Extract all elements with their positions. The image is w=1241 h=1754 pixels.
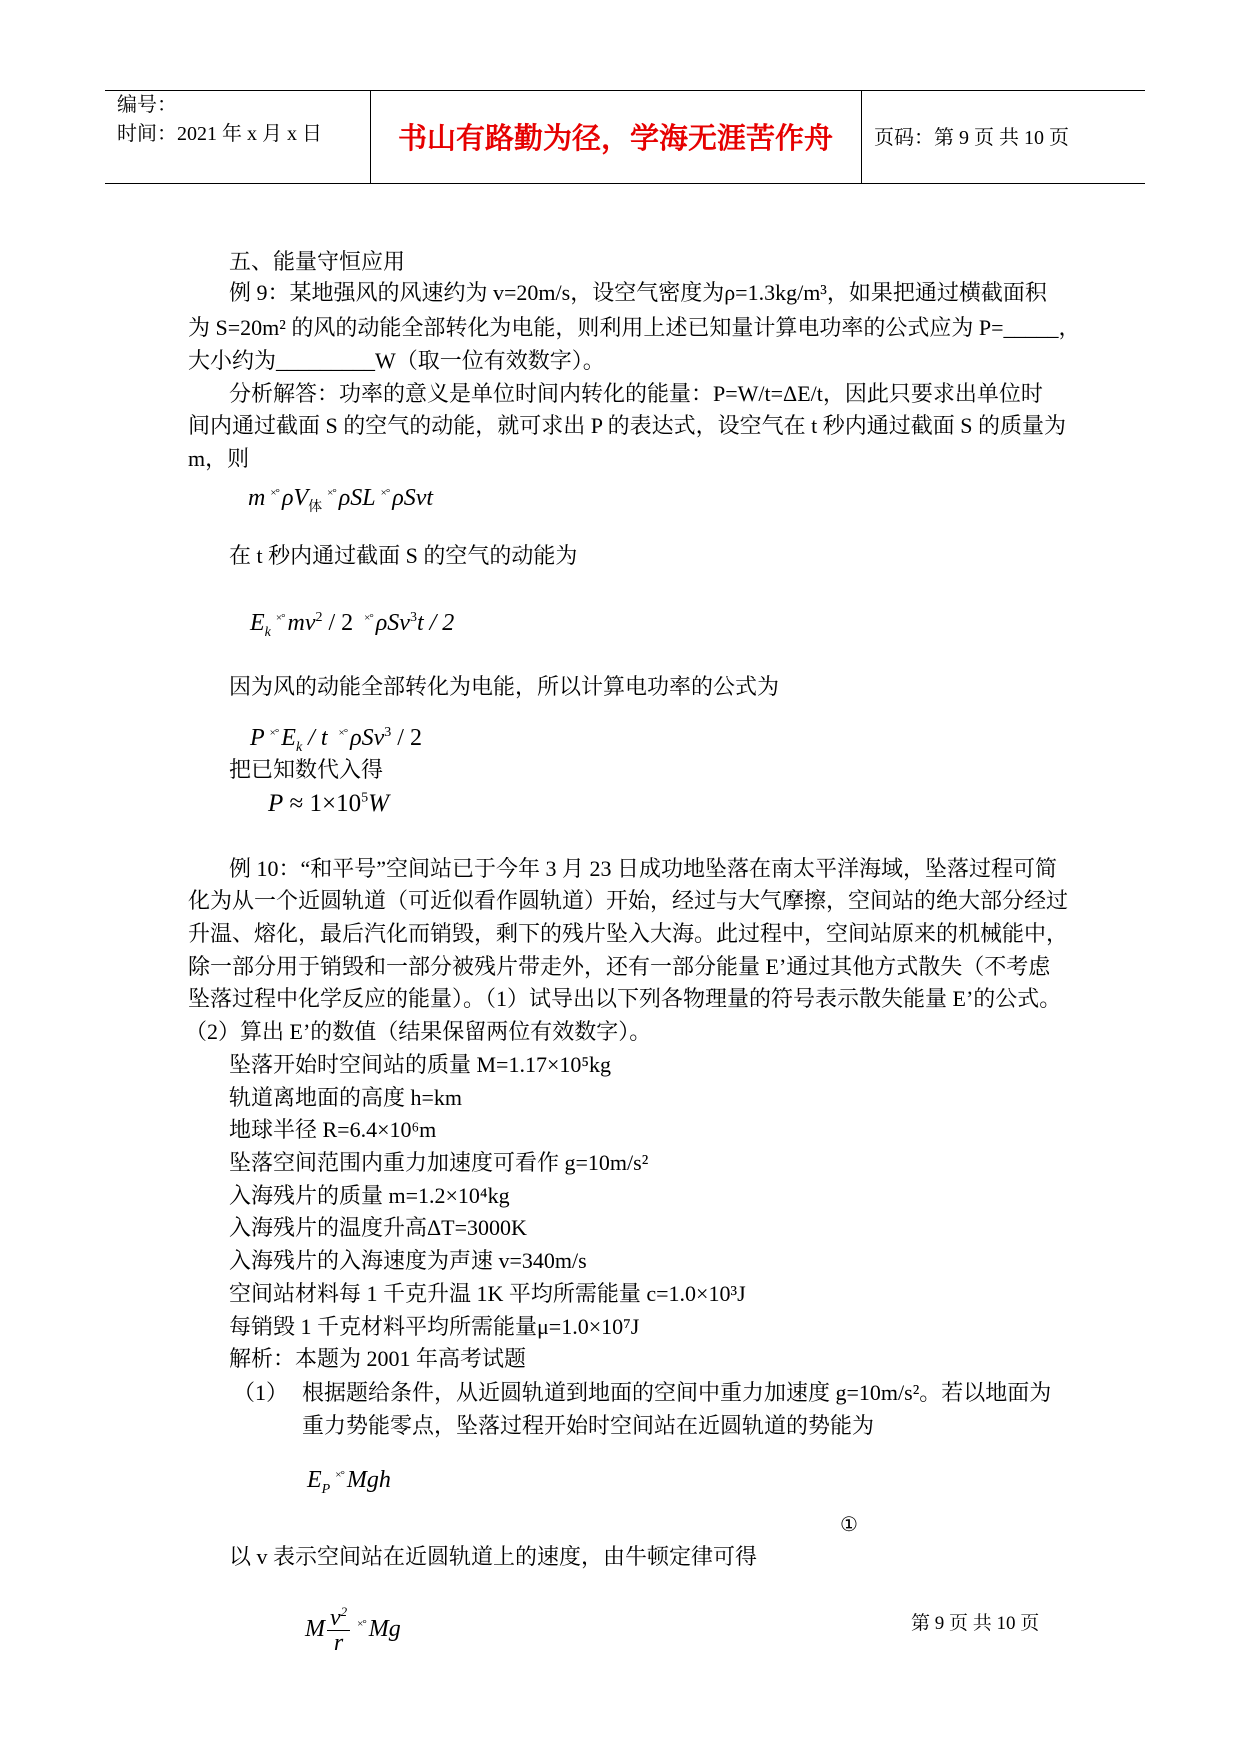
part1-line: 重力势能零点，坠落过程开始时空间站在近圆轨道的势能为	[302, 1413, 875, 1438]
formula-term: ρSv	[350, 725, 385, 751]
fraction-numerator	[327, 1603, 350, 1631]
formula-term: ρSv	[375, 610, 410, 636]
equals-glyph: ×°	[338, 727, 348, 739]
example10-line: （2）算出 E’的数值（结果保留两位有效数字）。	[185, 1019, 652, 1044]
given-item: 坠落开始时空间站的质量 M=1.17×10⁵kg	[229, 1052, 612, 1077]
equals-glyph: ×°	[364, 612, 373, 624]
part1-line: 根据题给条件，从近圆轨道到地面的空间中重力加速度 g=10m/s²。若以地面为	[302, 1380, 1052, 1405]
analysis-line: m，则	[188, 446, 250, 471]
given-item: 空间站材料每 1 千克升温 1K 平均所需能量 c=1.0×10³J	[229, 1281, 746, 1306]
substitute-text: 把已知数代入得	[229, 757, 384, 782]
formula-superscript: 2	[340, 1603, 348, 1619]
formula-term: m	[248, 485, 266, 511]
formula-term: t / 2	[416, 610, 455, 636]
equals-glyph: ×°	[380, 487, 390, 499]
formula-term: mv	[287, 610, 316, 636]
kinetic-text: 在 t 秒内通过截面 S 的空气的动能为	[229, 543, 578, 568]
example10-line: 坠落过程中化学反应的能量）。（1）试导出以下列各物理量的符号表示散失能量 E’的公式。	[188, 986, 1062, 1011]
solution-intro: 解析：本题为 2001 年高考试题	[229, 1346, 527, 1371]
example10-line: 升温、熔化，最后汽化而销毁，剩下的残片坠入大海。此过程中，空间站原来的机械能中，	[188, 921, 1069, 946]
formula-term: W	[368, 790, 389, 817]
formula-air-mass	[248, 477, 433, 514]
fraction	[327, 1603, 350, 1656]
formula-newton	[305, 1598, 401, 1655]
formula-kinetic-energy	[250, 602, 454, 639]
given-item: 入海残片的质量 m=1.2×10⁴kg	[229, 1183, 510, 1208]
formula-superscript: 2	[315, 610, 323, 625]
formula-term: P	[250, 725, 265, 751]
formula-subscript: k	[295, 739, 303, 755]
formula-term: Mg	[368, 1616, 401, 1642]
given-item: 地球半径 R=6.4×10⁶m	[229, 1117, 437, 1142]
formula-subscript: P	[321, 1481, 331, 1497]
page-label: 页码：第 9 页 共 10 页	[874, 127, 1069, 149]
formula-term: M	[305, 1616, 325, 1642]
formula-superscript: 3	[409, 610, 417, 625]
formula-power	[250, 717, 422, 754]
formula-term: E	[250, 610, 265, 636]
example10-line: 化为从一个近圆轨道（可近似看作圆轨道）开始，经过与大气摩擦，空间站的绝大部分经过	[188, 888, 1069, 913]
time-label: 时间：2021 年 x 月 x 日	[117, 123, 322, 145]
analysis-line: 间内通过截面 S 的空气的动能，就可求出 P 的表达式，设空气在 t 秒内通过截面 S 的质量为	[188, 413, 1067, 438]
equals-glyph: ×°	[357, 1618, 366, 1630]
example9-line: 大小约为_________W（取一位有效数字）。	[188, 348, 605, 373]
section-heading: 五、能量守恒应用	[229, 249, 406, 274]
equals-glyph: ×°	[269, 727, 279, 739]
serial-label: 编号：	[117, 94, 177, 116]
formula-superscript: 3	[384, 725, 392, 740]
given-item: 每销毁 1 千克材料平均所需能量μ=1.0×10⁷J	[229, 1314, 640, 1339]
formula-term: v	[330, 1604, 341, 1631]
formula-potential-energy	[307, 1459, 391, 1496]
footer-page-number: 第 9 页 共 10 页	[911, 1613, 1040, 1634]
formula-term: / 2	[391, 725, 422, 751]
example9-line: 为 S=20m² 的风的动能全部转化为电能，则利用上述已知量计算电功率的公式应为 P=_____，	[188, 315, 1081, 340]
formula-subscript: 体	[308, 499, 323, 515]
given-item: 轨道离地面的高度 h=km	[229, 1085, 463, 1110]
given-item: 坠落空间范围内重力加速度可看作 g=10m/s²	[229, 1150, 649, 1175]
header-bottom-rule	[105, 183, 1145, 184]
formula-term: ρV	[281, 485, 309, 511]
example9-line: 例 9：某地强风的风速约为 v=20m/s，设空气密度为ρ=1.3kg/m³，如果把通过横截面积	[229, 280, 1047, 305]
formula-term: ρSL	[338, 485, 376, 511]
header-top-rule	[105, 90, 1145, 91]
equals-glyph: ×°	[327, 487, 336, 499]
formula-superscript: 5	[361, 790, 369, 806]
example10-line: 例 10：“和平号”空间站已于今年 3 月 23 日成功地坠落在南太平洋海域，坠落过程可简	[229, 856, 1058, 881]
equals-glyph: ×°	[275, 612, 285, 624]
example10-line: 除一部分用于销毁和一部分被残片带走外，还有一部分能量 E’通过其他方式散失（不考虑	[188, 954, 1051, 979]
formula-term: / 2	[322, 610, 360, 636]
power-text: 因为风的动能全部转化为电能，所以计算电功率的公式为	[229, 674, 780, 699]
given-item: 入海残片的温度升高ΔT=3000K	[229, 1215, 527, 1240]
formula-term: P	[268, 790, 284, 817]
formula-result	[268, 788, 389, 820]
equals-glyph: ×°	[335, 1469, 344, 1481]
formula-term: Mgh	[346, 1467, 391, 1493]
header-divider-right	[861, 90, 862, 183]
given-item: 入海残片的入海速度为声速 v=340m/s	[229, 1248, 587, 1273]
formula-term: E	[281, 725, 296, 751]
velocity-text: 以 v 表示空间站在近圆轨道上的速度，由牛顿定律可得	[229, 1544, 758, 1569]
part1-marker: （1）	[233, 1380, 289, 1405]
equation-number: ①	[840, 1514, 858, 1536]
fraction-denominator: r	[333, 1629, 344, 1656]
formula-term: ≈ 1×10	[283, 790, 362, 817]
analysis-line: 分析解答：功率的意义是单位时间内转化的能量：P=W/t=ΔE/t，因此只要求出单位时	[229, 381, 1043, 406]
motto-title: 书山有路勤为径，学海无涯苦作舟	[397, 121, 833, 155]
formula-term: E	[307, 1467, 322, 1493]
formula-term: / t	[302, 725, 334, 751]
formula-subscript: k	[264, 624, 271, 640]
formula-term: ρSvt	[392, 485, 434, 511]
equals-glyph: ×°	[270, 487, 279, 499]
